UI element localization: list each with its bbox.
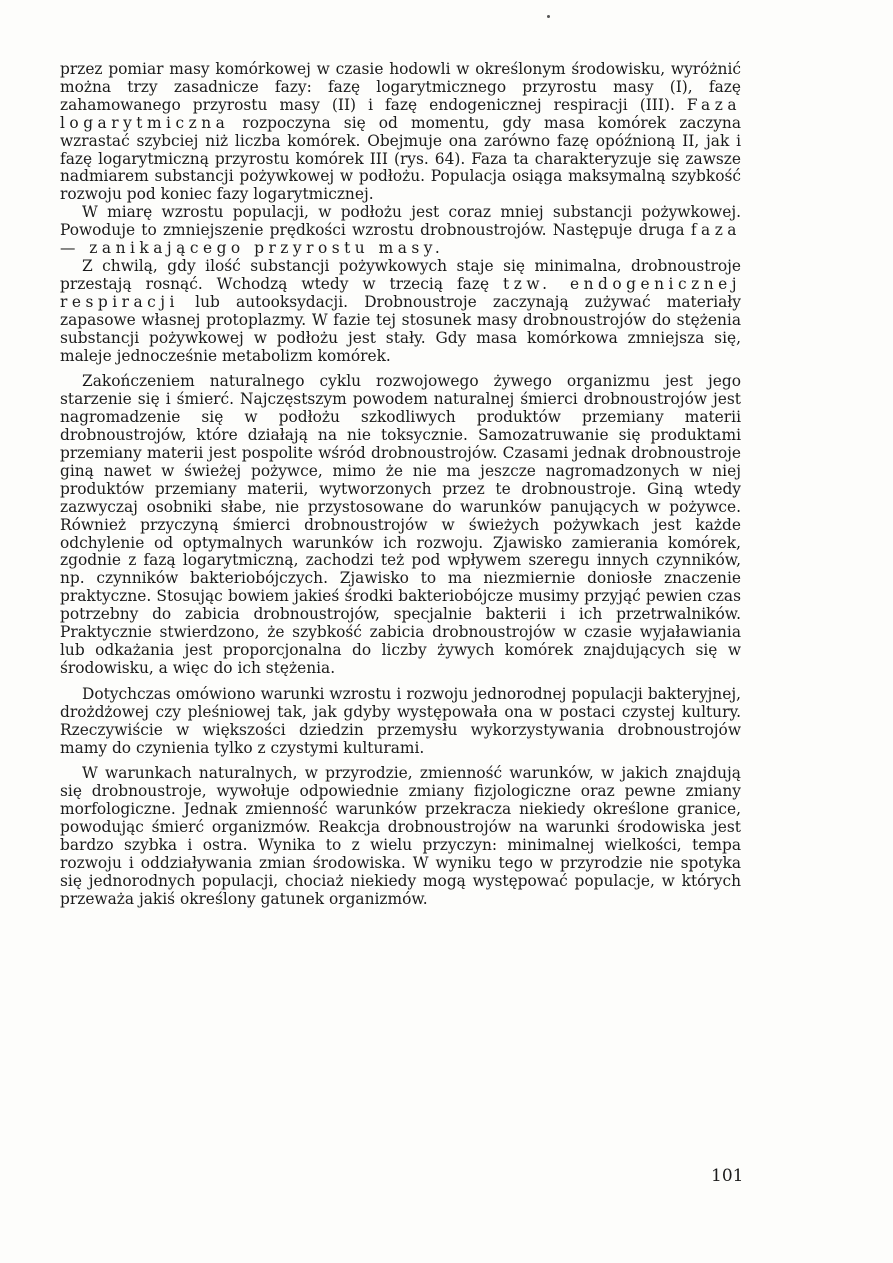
paragraph <box>60 765 741 908</box>
text-run: W warunkach naturalnych, w przyrodzie, zmienność warunków, w jakich znajdują się drobnoustroje, wywołuje odpowiednie zmiany fizjologiczne oraz pewne zmiany morfologiczne. Jednak zmienność warunków przekracza niekiedy określone granice, powodując śmierć organizmów. Reakcja drobnoustrojów na warunki środowiska jest bardzo szybka i ostra. Wynika to z wielu przyczyn: minimalnej wielkości, tempa rozwoju i oddziaływania zmian środowiska. W wyniku tego w przyrodzie nie spotyka się jednorodnych populacji, chociaż niekiedy mogą występować populacje, w których przeważa jakiś określony gatunek organizmów. <box>60 764 741 908</box>
text-run: rozpoczyna się od momentu, gdy masa komórek zaczyna wzrastać szybciej niż liczba komórek. Obejmuje ona zarówno fazę opóźnioną II, jak i fazę logarytmiczną przyrostu komórek III (rys. 64). Faza ta charakteryzuje się zawsze nadmiarem substancji pożywkowej w podłożu. Populacja osiąga maksymalną szybkość rozwoju pod koniec fazy logarytmicznej. <box>60 113 741 204</box>
spaced-term: faza — zanikającego przyrostu masy. <box>60 221 741 258</box>
paragraph <box>60 373 741 677</box>
paragraph <box>60 204 741 258</box>
spaced-term: tzw. endogenicznej respiracji <box>60 274 741 311</box>
paragraph <box>60 686 741 758</box>
spaced-term: Faza logarytmiczna <box>60 95 741 132</box>
text-run: lub autooksydacji. Drobnoustroje zaczynają zużywać materiały zapasowe własnej protoplazmy. W fazie tej stosunek masy drobnoustrojów do stężenia substancji pożywkowej w podłożu jest stały. Gdy masa komórkowa zmniejsza się, maleje jednocześnie metabolizm komórek. <box>60 292 741 365</box>
text-run: przez pomiar masy komórkowej w czasie hodowli w określonym środowisku, wyróżnić można trzy zasadnicze fazy: fazę logarytmicznego przyrostu masy (I), fazę zahamowanego przyrostu masy (II) i fazę endogenicznej respiracji (III). <box>60 60 741 114</box>
text-run: Dotychczas omówiono warunki wzrostu i rozwoju jednorodnej populacji bakteryjnej, drożdżowej czy pleśniowej tak, jak gdyby występowała ona w postaci czystej kultury. Rzeczywiście w większości dziedzin przemysłu wykorzystywania drobnoustrojów mamy do czynienia tylko z czystymi kulturami. <box>60 684 741 757</box>
scan-speck <box>547 15 550 18</box>
body-text <box>60 61 741 909</box>
text-run: Z chwilą, gdy ilość substancji pożywkowych staje się minimalna, drobnoustroje przestają rosnąć. Wchodzą wtedy w trzecią fazę <box>60 256 741 293</box>
page-number: 101 <box>711 1166 744 1186</box>
text-run: Zakończeniem naturalnego cyklu rozwojowego żywego organizmu jest jego starzenie się i śmierć. Najczęstszym powodem naturalnej śmierci drobnoustrojów jest nagromadzenie się w podłożu szkodliwych produktów przemiany materii drobnoustrojów, które działają na nie toksycznie. Samozatruwanie się produktami przemiany materii jest pospolite wśród drobnoustrojów. Czasami jednak drobnoustroje giną nawet w świeżej pożywce, mimo że nie ma jeszcze nagromadzonych w niej produktów przemiany materii, wytworzonych przez te drobnoustroje. Giną wtedy zazwyczaj osobniki słabe, nie przystosowane do warunków panujących w pożywce. Również przyczyną śmierci drobnoustrojów w świeżych pożywkach jest każde odchylenie od optymalnych warunków ich rozwoju. Zjawisko zamierania komórek, zgodnie z fazą logarytmiczną, zachodzi też pod wpływem szeregu innych czynników, np. czynników bakteriobójczych. Zjawisko to ma niezmiernie doniosłe znaczenie praktyczne. Stosując bowiem jakieś środki bakteriobójcze musimy przyjąć pewien czas potrzebny do zabicia drobnoustrojów, specjalnie bakterii i ich przetrwalników. Praktycznie stwierdzono, że szybkość zabicia drobnoustrojów w czasie wyjaławiania lub odkażania jest proporcjonalna do liczby żywych komórek znajdujących się w środowisku, a więc do ich stężenia. <box>60 372 741 677</box>
paragraph <box>60 258 741 365</box>
paragraph <box>60 61 741 204</box>
text-run: W miarę wzrostu populacji, w podłożu jest coraz mniej substancji pożywkowej. Powoduje to zmniejszenie prędkości wzrostu drobnoustrojów. Następuje druga <box>60 203 741 240</box>
